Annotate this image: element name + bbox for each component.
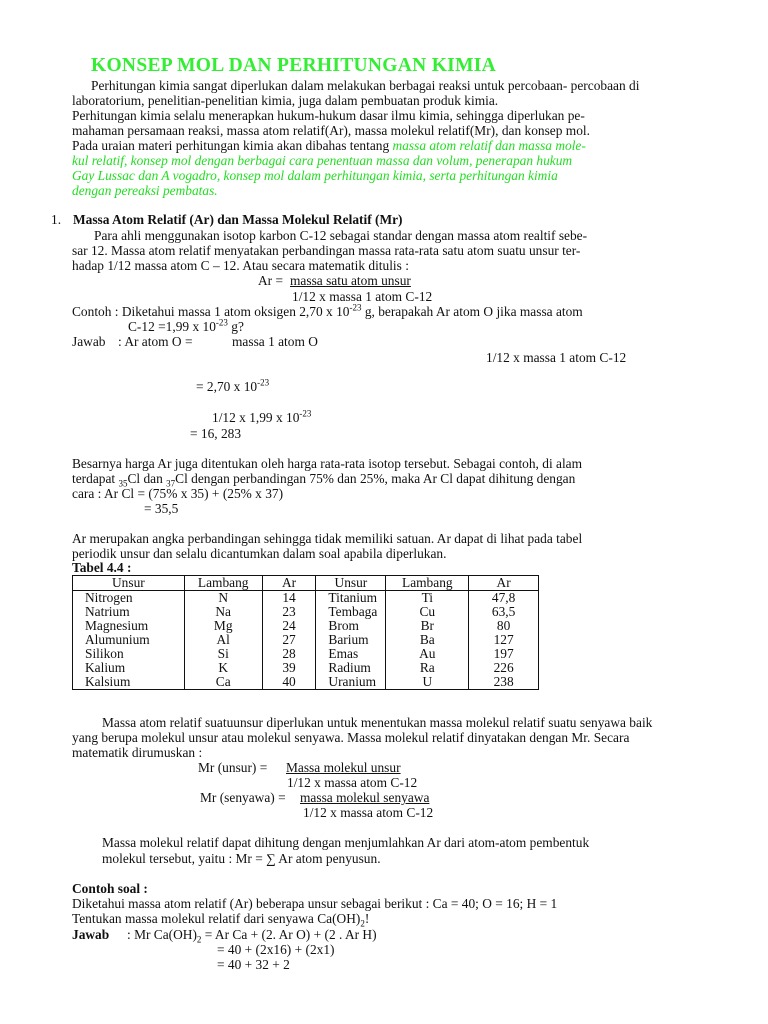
mr-senyawa-lhs: Mr (senyawa) = xyxy=(200,790,286,805)
isotope-1-mass: 35 xyxy=(118,478,128,489)
table-row xyxy=(73,661,539,675)
intro-line-5 xyxy=(72,138,586,153)
example-1-text-a: Contoh : Diketahui massa 1 atom oksigen 2,70 x 10 xyxy=(72,304,350,319)
cell-ar-2: 63,5 xyxy=(469,605,539,619)
table-row xyxy=(73,675,539,690)
table-row xyxy=(73,647,539,661)
cell-lambang-2: Ti xyxy=(386,591,469,606)
ar-table xyxy=(72,575,539,690)
cell-lambang-1: Al xyxy=(184,633,262,647)
jawab-denominator: 1/12 x massa 1 atom C-12 xyxy=(486,350,627,365)
cell-ar-2: 226 xyxy=(469,661,539,675)
cell-lambang-2: Br xyxy=(386,619,469,633)
mr-senyawa-numerator: massa molekul senyawa xyxy=(300,790,430,805)
cell-ar-2: 238 xyxy=(469,675,539,690)
cell-lambang-1: Na xyxy=(184,605,262,619)
cell-ar-1: 24 xyxy=(262,619,316,633)
cell-ar-2: 197 xyxy=(469,647,539,661)
jawab-equation: : Ar atom O = xyxy=(118,334,193,349)
intro-line-5-plain: Pada uraian materi perhitungan kimia akan dibahas tentang xyxy=(72,138,393,153)
contoh-jawab-line-3: = 40 + 32 + 2 xyxy=(217,957,290,972)
jawab-label: Jawab xyxy=(72,334,106,349)
cell-unsur-2: Brom xyxy=(316,619,386,633)
cell-unsur-2: Radium xyxy=(316,661,386,675)
calc-numerator-text: = 2,70 x 10 xyxy=(196,379,258,394)
intro-line-2: laboratorium, penelitian-penelitian kimia, juga dalam pembuatan produk kimia. xyxy=(72,93,499,108)
section-number: 1. xyxy=(51,212,62,227)
cell-unsur-2: Barium xyxy=(316,633,386,647)
isotope-line-1: Besarnya harga Ar juga ditentukan oleh harga rata-rata isotop tersebut. Sebagai contoh, di alam xyxy=(72,456,583,471)
contoh-jawab-text-b: = Ar Ca + (2. Ar O) + (2 . Ar H) xyxy=(201,927,377,942)
cell-unsur-2: Uranium xyxy=(316,675,386,690)
section-para-1: Para ahli menggunakan isotop karbon C-12 sebagai standar dengan massa atom realtif sebe- xyxy=(94,228,588,243)
cell-ar-1: 23 xyxy=(262,605,316,619)
section-heading: Massa Atom Relatif (Ar) dan Massa Molekul Relatif (Mr) xyxy=(73,212,403,227)
mr-para-2: yang berupa molekul unsur atau molekul senyawa. Massa molekul relatif dinyatakan dengan Mr. Secara xyxy=(72,730,630,745)
cell-lambang-1: Si xyxy=(184,647,262,661)
mr-sum-line-2: molekul tersebut, yaitu : Mr = ∑ Ar atom penyusun. xyxy=(102,851,381,866)
contoh-jawab-label: Jawab xyxy=(72,927,110,942)
intro-line-6: kul relatif, konsep mol dengan berbagai cara penentuan massa dan volum, penerapan hukum xyxy=(72,153,573,168)
calc-numerator xyxy=(196,379,269,394)
table-row xyxy=(73,619,539,633)
mr-unsur-denominator: 1/12 x massa atom C-12 xyxy=(287,775,418,790)
mr-sum-line-1: Massa molekul relatif dapat dihitung dengan menjumlahkan Ar dari atom-atom pembentuk xyxy=(102,835,590,850)
example-2-text-a: C-12 =1,99 x 10 xyxy=(128,319,216,334)
example-line-2 xyxy=(128,319,244,334)
isotope-result: = 35,5 xyxy=(144,501,179,516)
table-caption: Tabel 4.4 : xyxy=(72,560,132,575)
calc-denominator-text: 1/12 x 1,99 x 10 xyxy=(212,410,300,425)
example-line-1 xyxy=(72,304,583,319)
ar-formula-numerator: massa satu atom unsur xyxy=(290,273,411,288)
mr-unsur-lhs: Mr (unsur) = xyxy=(198,760,268,775)
header-lambang-2: Lambang xyxy=(386,576,469,591)
cell-ar-1: 39 xyxy=(262,661,316,675)
cell-lambang-2: Ra xyxy=(386,661,469,675)
cell-ar-1: 27 xyxy=(262,633,316,647)
cell-ar-1: 14 xyxy=(262,591,316,606)
contoh-line-2-text: Tentukan massa molekul relatif dari senyawa Ca(OH) xyxy=(72,911,361,926)
intro-line-4: mahaman persamaan reaksi, massa atom relatif(Ar), massa molekul relatif(Mr), dan konsep mol. xyxy=(72,123,590,138)
cell-lambang-2: Ba xyxy=(386,633,469,647)
contoh-line-2 xyxy=(72,911,370,929)
cell-unsur-2: Emas xyxy=(316,647,386,661)
contoh-line-1: Diketahui massa atom relatif (Ar) beberapa unsur sebagai berikut : Ca = 40; O = 16; H = 1 xyxy=(72,896,558,911)
isotope-2-mass: 37 xyxy=(166,478,176,489)
example-2-exponent: -23 xyxy=(215,317,228,328)
cell-ar-1: 28 xyxy=(262,647,316,661)
ar-formula-denominator: 1/12 x massa 1 atom C-12 xyxy=(292,289,433,304)
calc-result: = 16, 283 xyxy=(190,426,242,441)
cell-ar-1: 40 xyxy=(262,675,316,690)
cell-unsur-1: Magnesium xyxy=(73,619,185,633)
calc-numerator-exponent: -23 xyxy=(257,377,270,388)
table-body xyxy=(73,591,539,690)
cell-unsur-1: Kalsium xyxy=(73,675,185,690)
section-para-2: sar 12. Massa atom relatif menyatakan perbandingan massa rata-rata satu atom suatu unsur ter- xyxy=(72,243,581,258)
intro-line-3: Perhitungan kimia selalu menerapkan hukum-hukum dasar ilmu kimia, sehingga diperlukan pe- xyxy=(72,108,585,123)
table-header-row xyxy=(73,576,539,591)
cell-unsur-1: Nitrogen xyxy=(73,591,185,606)
cell-unsur-2: Titanium xyxy=(316,591,386,606)
cell-lambang-1: Mg xyxy=(184,619,262,633)
table-row xyxy=(73,633,539,647)
contoh-jawab-subscript: 2 xyxy=(196,934,202,945)
cell-ar-2: 80 xyxy=(469,619,539,633)
mr-senyawa-denominator: 1/12 x massa atom C-12 xyxy=(303,805,434,820)
isotope-text-a: terdapat xyxy=(72,471,119,486)
contoh-line-2-end: ! xyxy=(364,911,370,926)
cell-ar-2: 127 xyxy=(469,633,539,647)
cell-unsur-1: Alumunium xyxy=(73,633,185,647)
ar-note-line-1: Ar merupakan angka perbandingan sehingga tidak memiliki satuan. Ar dapat di lihat pada tabel xyxy=(72,531,583,546)
contoh-jawab-line-1 xyxy=(127,927,377,945)
header-unsur-2: Unsur xyxy=(316,576,386,591)
header-lambang-1: Lambang xyxy=(184,576,262,591)
header-ar-1: Ar xyxy=(262,576,316,591)
table-row xyxy=(73,591,539,606)
contoh-jawab-line-2: = 40 + (2x16) + (2x1) xyxy=(217,942,335,957)
calc-denominator-exponent: -23 xyxy=(299,408,312,419)
header-unsur-1: Unsur xyxy=(73,576,185,591)
jawab-numerator: massa 1 atom O xyxy=(232,334,318,349)
isotope-line-2 xyxy=(72,471,576,489)
example-1-exponent: -23 xyxy=(349,302,362,313)
section-para-3: hadap 1/12 massa atom C – 12. Atau secara matematik ditulis : xyxy=(72,258,409,273)
ar-formula-lhs: Ar = xyxy=(258,273,284,288)
table-row xyxy=(73,605,539,619)
header-ar-2: Ar xyxy=(469,576,539,591)
cell-lambang-2: U xyxy=(386,675,469,690)
ar-note-line-2: periodik unsur dan selalu dicantumkan dalam soal apabila diperlukan. xyxy=(72,546,447,561)
cell-unsur-2: Tembaga xyxy=(316,605,386,619)
example-2-text-b: g? xyxy=(227,319,244,334)
cell-lambang-2: Au xyxy=(386,647,469,661)
cell-lambang-1: Ca xyxy=(184,675,262,690)
page-title: KONSEP MOL DAN PERHITUNGAN KIMIA xyxy=(91,55,497,76)
cell-unsur-1: Kalium xyxy=(73,661,185,675)
mr-para-3: matematik dirumuskan : xyxy=(72,745,203,760)
mr-unsur-numerator: Massa molekul unsur xyxy=(286,760,401,775)
intro-line-8: dengan pereaksi pembatas. xyxy=(72,183,218,198)
calc-denominator xyxy=(212,410,311,425)
example-1-text-b: g, berapakah Ar atom O jika massa atom xyxy=(361,304,583,319)
isotope-text-c: Cl dengan perbandingan 75% dan 25%, maka Ar Cl dapat dihitung dengan xyxy=(175,471,576,486)
contoh-line-2-subscript: 2 xyxy=(360,918,365,929)
cell-ar-2: 47,8 xyxy=(469,591,539,606)
cell-unsur-1: Natrium xyxy=(73,605,185,619)
intro-line-1: Perhitungan kimia sangat diperlukan dalam melakukan berbagai reaksi untuk percobaan- percobaan di xyxy=(91,78,640,93)
contoh-heading: Contoh soal : xyxy=(72,881,148,896)
intro-line-7: Gay Lussac dan A vogadro, konsep mol dalam perhitungan kimia, serta perhitungan kimia xyxy=(72,168,558,183)
cell-lambang-1: N xyxy=(184,591,262,606)
cell-lambang-2: Cu xyxy=(386,605,469,619)
isotope-line-3: cara : Ar Cl = (75% x 35) + (25% x 37) xyxy=(72,486,284,501)
intro-line-5-highlight: massa atom relatif dan massa mole- xyxy=(392,138,586,153)
isotope-text-b: Cl dan xyxy=(127,471,167,486)
cell-unsur-1: Silikon xyxy=(73,647,185,661)
mr-para-1: Massa atom relatif suatuunsur diperlukan untuk menentukan massa molekul relatif suatu senyawa baik xyxy=(102,715,653,730)
contoh-jawab-text-a: : Mr Ca(OH) xyxy=(127,927,197,942)
cell-lambang-1: K xyxy=(184,661,262,675)
